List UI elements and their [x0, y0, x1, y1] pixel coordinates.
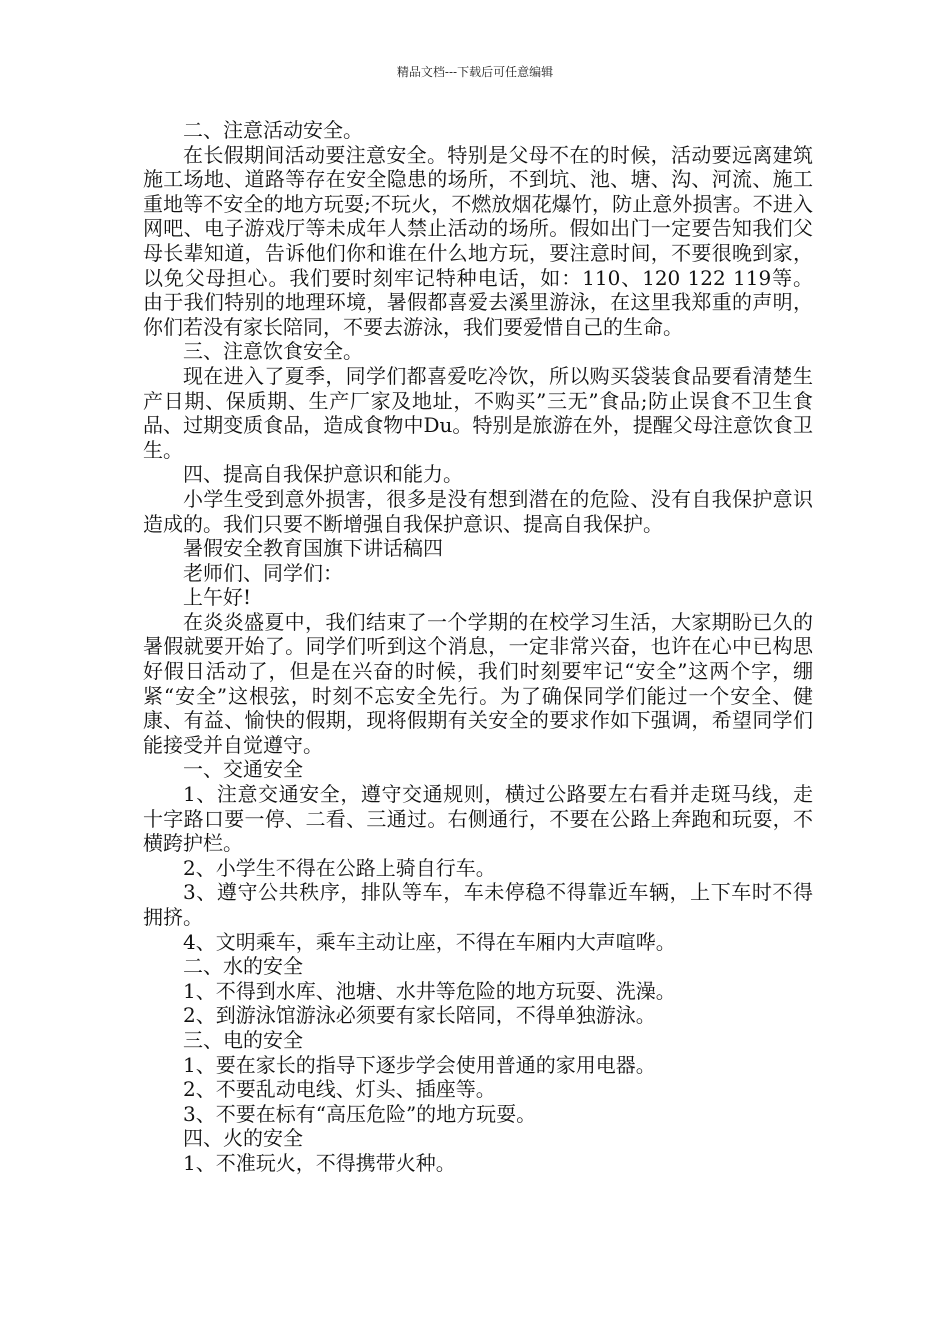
paragraph: 小学生受到意外损害，很多是没有想到潜在的危险、没有自我保护意识造成的。我们只要不断增强自我保护意识、提高自我保护。 [143, 486, 813, 536]
list-item: 1、要在家长的指导下逐步学会使用普通的家用电器。 [183, 1052, 656, 1077]
section-heading: 四、提高自我保护意识和能力。 [183, 462, 463, 487]
list-item: 2、到游泳馆游泳必须要有家长陪同，不得单独游泳。 [183, 1003, 656, 1028]
list-item: 2、小学生不得在公路上骑自行车。 [183, 855, 496, 880]
document-body [143, 118, 813, 1176]
section-heading: 二、注意活动安全。 [183, 118, 363, 142]
section-heading: 四、火的安全 [183, 1126, 303, 1151]
list-item: 1、不准玩火，不得携带火种。 [183, 1150, 456, 1175]
list-item: 3、遵守公共秩序，排队等车，车未停稳不得靠近车辆，上下车时不得拥挤。 [143, 880, 813, 929]
list-item: 2、不要乱动电线、灯头、插座等。 [183, 1077, 496, 1102]
speech-title: 暑假安全教育国旗下讲话稿四 [183, 536, 443, 561]
page-header: 精品文档---下载后可任意编辑 [396, 65, 554, 79]
list-item: 1、不得到水库、池塘、水井等危险的地方玩耍、洗澡。 [183, 978, 676, 1003]
section-heading: 三、电的安全 [183, 1027, 303, 1052]
salutation: 老师们、同学们： [183, 560, 343, 585]
paragraph: 在长假期间活动要注意安全。特别是父母不在的时候，活动要远离建筑施工场地、道路等存在安全隐患的场所，不到坑、池、塘、沟、河流、施工重地等不安全的地方玩耍;不玩火，不燃放烟花爆竹，防止意外损害。不进入网吧、电子游戏厅等未成年人禁止活动的场所。假如出门一定要告知我们父母长辈知道，告诉他们你和谁在什么地方玩，要注意时间，不要很晚到家，以免父母担心。我们要时刻牢记特种电话，如：110、120 122 119等。 由于我们特别的地理环境，暑假都喜爱去溪里游泳，在这里我郑重的声明，你们若没有家长陪同，不要去游泳，我们要爱惜自己的生命。 [143, 142, 813, 339]
section-heading: 三、注意饮食安全。 [183, 339, 363, 364]
list-item: 3、不要在标有“高压危险”的地方玩耍。 [183, 1101, 537, 1126]
paragraph: 现在进入了夏季，同学们都喜爱吃冷饮，所以购买袋装食品要看清楚生产日期、保质期、生产厂家及地址，不购买”三无”食品;防止误食不卫生食品、过期变质食品，造成食物中Du。特别是旅游在外，提醒父母注意饮食卫生。 [143, 363, 813, 462]
greeting: 上午好! [183, 585, 252, 610]
section-heading: 一、交通安全 [183, 757, 303, 782]
section-heading: 二、水的安全 [183, 954, 303, 979]
list-item: 4、文明乘车，乘车主动让座，不得在车厢内大声喧哗。 [183, 929, 676, 954]
paragraph: 在炎炎盛夏中，我们结束了一个学期的在校学习生活，大家期盼已久的暑假就要开始了。同学们听到这个消息，一定非常兴奋，也许在心中已构思好假日活动了，但是在兴奋的时候，我们时刻要牢记“安全”这两个字，绷紧“安全”这根弦，时刻不忘安全先行。为了确保同学们能过一个安全、健康、有益、愉快的假期，现将假期有关安全的要求作如下强调，希望同学们能接受并自觉遵守。 [143, 609, 813, 757]
list-item: 1、注意交通安全，遵守交通规则，横过公路要左右看并走斑马线，走十字路口要一停、二看、三通过。右侧通行，不要在公路上奔跑和玩耍，不横跨护栏。 [143, 782, 813, 856]
